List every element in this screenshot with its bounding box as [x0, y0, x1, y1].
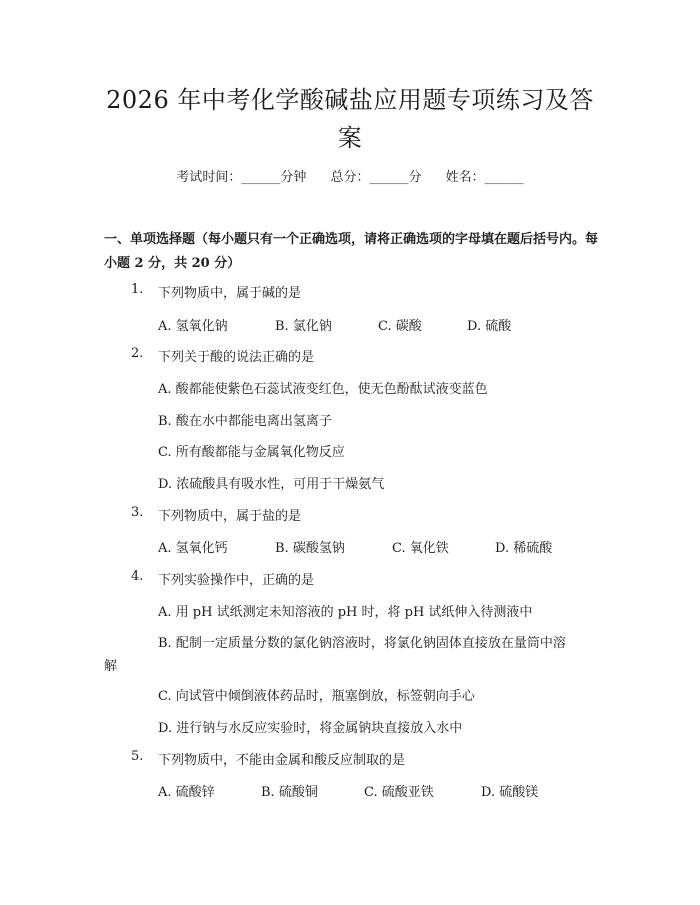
option-c: C. 氧化铁	[392, 541, 449, 556]
question-number: 3.	[131, 505, 144, 520]
option-a: A. 酸都能使紫色石蕊试液变红色，使无色酚酞试液变蓝色	[158, 382, 488, 397]
option-a: A. 氢氧化钙	[158, 541, 228, 556]
option-d: D. 硫酸	[467, 319, 512, 334]
option-a: A. 用 pH 试纸测定未知溶液的 pH 时，将 pH 试纸伸入待测液中	[158, 605, 533, 620]
option-d: D. 硫酸镁	[481, 785, 539, 800]
question-text: 下列物质中，不能由金属和酸反应制取的是	[158, 753, 406, 768]
question-number: 4.	[131, 569, 144, 584]
question-text: 下列关于酸的说法正确的是	[158, 350, 315, 365]
exam-time-field: 考试时间：______分钟	[176, 170, 307, 185]
question-number: 5.	[131, 749, 144, 764]
question-text: 下列实验操作中，正确的是	[158, 573, 315, 588]
option-d: D. 浓硫酸具有吸水性，可用于干燥氨气	[158, 477, 385, 492]
question-number: 2.	[131, 346, 144, 361]
option-c: C. 碳酸	[378, 319, 422, 334]
option-b: B. 配制一定质量分数的氯化钠溶液时，将氯化钠固体直接放在量筒中溶	[158, 636, 566, 651]
student-name-field: 姓名：______	[445, 170, 524, 185]
option-c: C. 所有酸都能与金属氧化物反应	[158, 445, 345, 460]
option-b: B. 硫酸铜	[261, 785, 318, 800]
page-title-line-1: 2026 年中考化学酸碱盐应用题专项练习及答	[106, 86, 594, 114]
question-text: 下列物质中，属于碱的是	[158, 286, 302, 301]
option-b: B. 氯化钠	[275, 319, 332, 334]
option-b: B. 碳酸氢钠	[275, 541, 345, 556]
option-d: D. 进行钠与水反应实验时，将金属钠块直接放入水中	[158, 721, 463, 736]
question-text: 下列物质中，属于盐的是	[158, 509, 302, 524]
option-c: C. 硫酸亚铁	[364, 785, 434, 800]
page-title-line-2: 案	[337, 124, 363, 152]
section-heading: 一、单项选择题（每小题只有一个正确选项，请将正确选项的字母填在题后括号内。每小题 2 分，共 20 分）	[104, 232, 599, 271]
question-number: 1.	[131, 282, 144, 297]
total-score-field: 总分：______分	[330, 170, 422, 185]
option-b-continuation: 解	[104, 659, 118, 674]
option-c: C. 向试管中倾倒液体药品时，瓶塞倒放，标签朝向手心	[158, 689, 475, 704]
option-a: A. 氢氧化钠	[158, 319, 228, 334]
exam-meta	[0, 166, 700, 185]
option-d: D. 稀硫酸	[495, 541, 553, 556]
option-a: A. 硫酸锌	[158, 785, 215, 800]
option-b: B. 酸在水中都能电离出氢离子	[158, 414, 332, 429]
